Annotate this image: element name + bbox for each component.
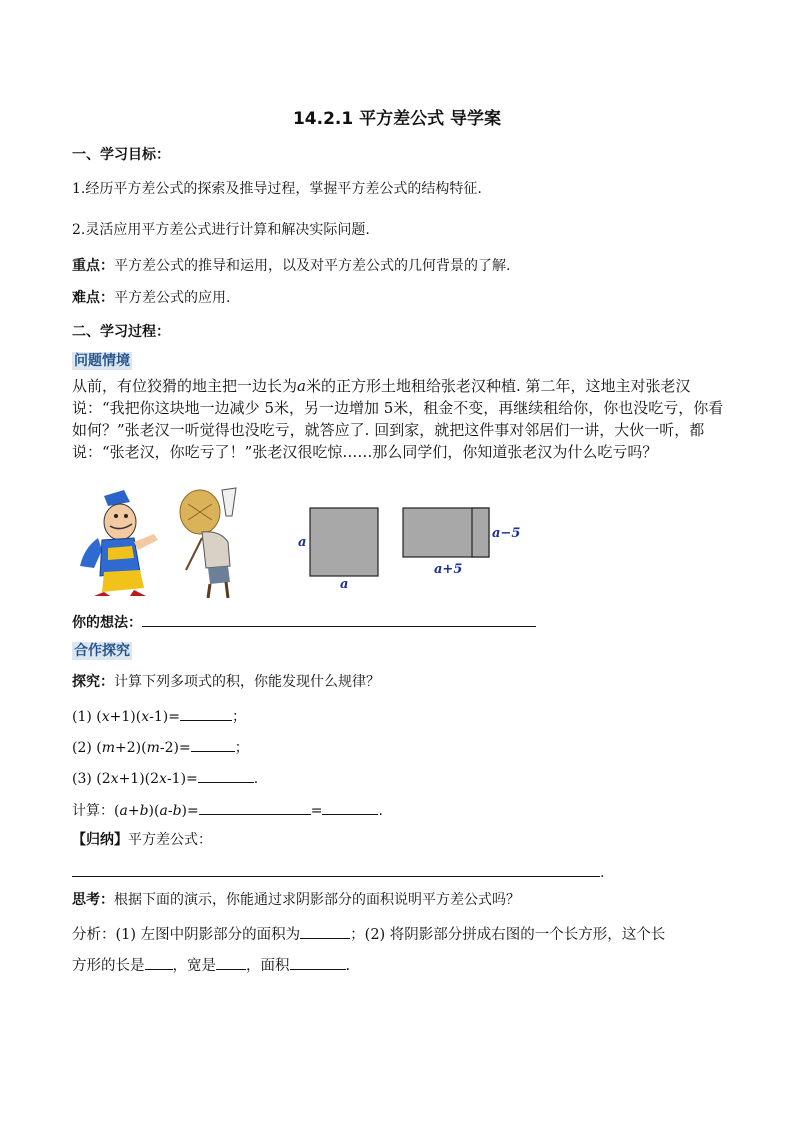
- rect-width-label: a+5: [434, 562, 463, 577]
- square-side-label: a: [298, 535, 307, 550]
- goal-1: 1.经历平方差公式的探索及推导过程，掌握平方差公式的结构特征.: [72, 181, 482, 197]
- induction-end: .: [600, 865, 605, 881]
- analysis-area-blank[interactable]: [300, 924, 350, 939]
- exercise-1: [72, 706, 246, 727]
- exercise-var: m: [101, 740, 116, 756]
- square-bottom-label: a: [340, 577, 349, 590]
- exercise-2: [72, 737, 249, 758]
- exercise-text: -2)=: [159, 740, 191, 756]
- exercise-text: +1)(2: [118, 771, 160, 787]
- compute-end: .: [378, 803, 383, 819]
- section-goals-heading: 一、学习目标：: [72, 147, 170, 163]
- explore-label: 探究：: [72, 674, 114, 690]
- compute-op: +: [127, 803, 140, 819]
- compute-op: -: [167, 803, 173, 819]
- analysis-text: ，面积: [246, 958, 290, 974]
- analysis-line-2: [72, 955, 350, 976]
- analysis-area2-blank[interactable]: [290, 955, 346, 970]
- induction-answer-line: [72, 862, 604, 883]
- compute-var-b: b: [139, 803, 149, 819]
- exercise-text: (3) (2: [72, 771, 111, 787]
- compute-var-a: a: [159, 803, 168, 819]
- exercise-text: ；: [231, 709, 246, 725]
- exercise-var: x: [159, 771, 167, 787]
- exercise-2-blank[interactable]: [191, 737, 235, 752]
- compute-var-a: a: [119, 803, 128, 819]
- explore-text: 计算下列多项式的积，你能发现什么规律？: [114, 674, 380, 690]
- key-point: [72, 256, 510, 276]
- analysis-text: 分析：(1) 左图中阴影部分的面积为: [72, 927, 301, 943]
- rect-height-label: a−5: [492, 526, 521, 541]
- your-thought-blank[interactable]: [142, 612, 536, 627]
- difficulty-text: 平方差公式的应用.: [114, 290, 231, 306]
- difficulty: [72, 288, 230, 308]
- induction-blank[interactable]: [72, 862, 600, 877]
- compute-label: 计算：: [72, 803, 114, 819]
- analysis-text: ，宽是: [172, 958, 216, 974]
- compute-eq: =: [310, 803, 323, 819]
- exercise-text: -1)=: [166, 771, 198, 787]
- analysis-text: ；(2) 将阴影部分拼成右图的一个长方形，这个长: [350, 927, 666, 943]
- exercise-var: x: [101, 709, 110, 725]
- analysis-text: 方形的长是: [72, 958, 145, 974]
- induction-line: [72, 830, 212, 850]
- problem-situation-tag: 问题情境: [74, 353, 130, 369]
- your-thought-label: 你的想法：: [72, 615, 142, 631]
- key-point-text: 平方差公式的推导和运用，以及对平方差公式的几何背景的了解.: [114, 258, 511, 274]
- analysis-width-blank[interactable]: [216, 955, 246, 970]
- square-shape: [310, 508, 378, 576]
- farmer-cartoon-image: [172, 486, 252, 600]
- difficulty-label: 难点：: [72, 290, 114, 306]
- key-point-label: 重点：: [72, 258, 114, 274]
- compute-blank-2[interactable]: [322, 800, 378, 815]
- exercise-var: m: [146, 740, 160, 756]
- explore-line: [72, 672, 380, 692]
- analysis-text: .: [345, 958, 351, 974]
- landlord-cartoon-image: [74, 488, 166, 598]
- induction-label: 【归纳】: [72, 832, 128, 848]
- exercise-text: (1) (: [72, 709, 102, 725]
- story-var-a: a: [297, 377, 306, 395]
- analysis-line-1: [72, 924, 665, 945]
- exercise-text: ；: [234, 740, 249, 756]
- rectangle-strip-shape: [472, 508, 489, 557]
- think-text: 根据下面的演示，你能通过求阴影部分的面积说明平方差公式吗？: [114, 892, 520, 908]
- exercise-text: +1)(: [109, 709, 142, 725]
- exercise-1-blank[interactable]: [180, 706, 232, 721]
- square-to-rectangle-figure: [290, 500, 530, 590]
- story-paragraph: [72, 375, 724, 463]
- compute-var-b: b: [172, 803, 182, 819]
- think-label: 思考：: [72, 892, 114, 908]
- exercise-var: x: [110, 771, 119, 787]
- story-text-1: 从前，有位狡猾的地主把一边长为: [72, 377, 298, 395]
- exercise-3-blank[interactable]: [198, 768, 254, 783]
- cooperation-tag: 合作探究: [74, 643, 130, 659]
- section-process-heading: 二、学习过程：: [72, 324, 170, 340]
- exercise-text: (2) (: [72, 740, 102, 756]
- goal-2: 2.灵活应用平方差公式进行计算和解决实际问题.: [72, 222, 370, 238]
- exercise-var: x: [141, 709, 150, 725]
- compute-line: 计算：(a+b)(a-b)= = .: [72, 800, 383, 821]
- your-thought-line: [72, 612, 536, 633]
- exercise-text: -1)=: [149, 709, 180, 725]
- story-text-2: 米的正方形土地租给张老汉种植. 第二年，这地主对张老汉说：“我把你这块地一边减少 5米，另一边增加 5米，租金不变，再继续租给你，你也没吃亏，你看如何？”张老汉一听觉得也没吃亏，就答应了. 回到家，就把这件事对邻居们一讲，大伙一听，都说：“张老汉，你吃亏了！”张老汉很吃惊……那么同学们，你知道张老汉为什么吃亏吗？: [72, 377, 724, 461]
- page-title: 14.2.1 平方差公式 导学案: [292, 109, 502, 129]
- compute-blank-1[interactable]: [199, 800, 311, 815]
- exercise-text: .: [253, 771, 259, 787]
- exercise-text: +2)(: [115, 740, 147, 756]
- exercise-3: [72, 768, 258, 789]
- compute-paren: )(: [148, 803, 160, 819]
- think-line: [72, 890, 520, 910]
- analysis-length-blank[interactable]: [145, 955, 173, 970]
- induction-text: 平方差公式：: [128, 832, 212, 848]
- compute-paren: )=: [181, 803, 199, 819]
